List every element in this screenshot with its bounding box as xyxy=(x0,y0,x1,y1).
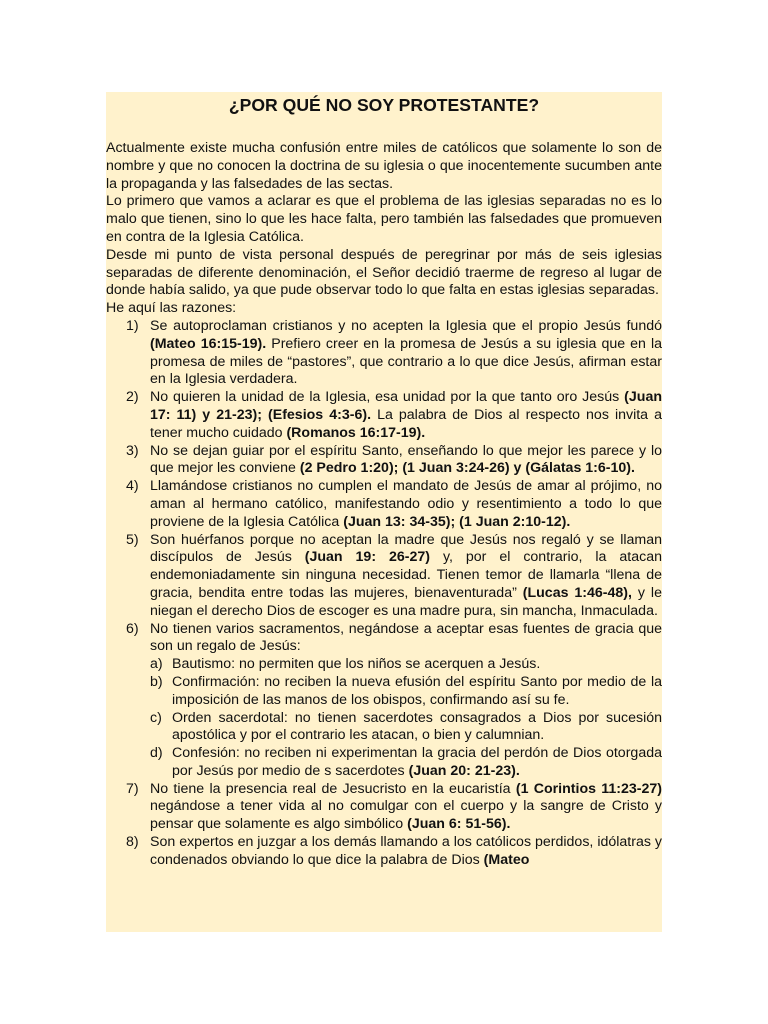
reason-item-8 xyxy=(126,834,662,870)
reason-text: y, por el contrario, la atacan endemoniadamente sin ninguna necesidad. Tienen temor de llamarla “llena de gracia, bendita entre todas las mujeres, bienaventurada” xyxy=(150,549,662,601)
reason-number: 3) xyxy=(126,442,139,459)
document-page xyxy=(106,92,662,932)
reason-text: No tiene la presencia real de Jesucristo en la eucaristía xyxy=(150,780,516,797)
bible-reference: (Romanos 16:17-19). xyxy=(286,424,426,441)
reason-text: No se dejan guiar por el espíritu Santo, enseñando lo que mejor les parece y lo que mejor les conviene xyxy=(150,442,662,477)
reason-text: Prefiero creer en la promesa de Jesús a su iglesia que en la promesa de miles de “pastores”, que contrario a lo que dice Jesús, afirman estar en la Iglesia verdadera. xyxy=(150,335,662,388)
sub-item-letter: d) xyxy=(150,745,163,762)
bible-reference: (2 Pedro 1:20); (1 Juan 3:24-26) y (Gálatas 1:6-10). xyxy=(299,460,635,477)
reason-number: 2) xyxy=(126,389,139,406)
intro-paragraph-3: Desde mi punto de vista personal después de peregrinar por más de seis iglesias separadas de diferente denominación, el Señor decidió traerme de regreso al lugar de donde había salido, ya que pude observar todo lo que falta en estas iglesias separadas. xyxy=(106,246,662,299)
sub-item-text: Bautismo: no permiten que los niños se acerquen a Jesús. xyxy=(172,656,541,673)
sacrament-item-b xyxy=(150,673,662,710)
reasons-intro: He aquí las razones: xyxy=(106,300,237,317)
reason-text: y le niegan el derecho Dios de escoger es una madre pura, sin mancha, Inmaculada. xyxy=(150,584,662,619)
reason-item-1 xyxy=(126,317,662,389)
intro-paragraph-2: Lo primero que vamos a aclarar es que el problema de las iglesias separadas no es lo malo que tienen, sino lo que les hace falta, pero también las falsedades que promueven en contra de la Iglesia Católica. xyxy=(106,193,662,245)
reason-item-2 xyxy=(126,389,662,442)
document-title: ¿POR QUÉ NO SOY PROTESTANTE? xyxy=(228,95,540,115)
bible-reference: (Juan 17: 11) y 21-23); (Efesios 4:3-6). xyxy=(150,389,662,423)
reason-number: 5) xyxy=(126,531,139,548)
title-spacer xyxy=(106,116,662,140)
bible-reference: (1 Corintios 11:23-27) xyxy=(515,780,662,797)
reason-number: 1) xyxy=(126,317,139,334)
reason-text: La palabra de Dios al respecto nos invita a tener mucho cuidado xyxy=(150,406,662,441)
reason-item-5 xyxy=(126,531,662,621)
reason-item-6 xyxy=(126,620,662,781)
reason-text: No quieren la unidad de la Iglesia, esa unidad por la que tanto oro Jesús xyxy=(150,389,625,406)
sub-item-text: Orden sacerdotal: no tienen sacerdotes consagrados a Dios por sucesión apostólica y por el contrario les atacan, o bien y calumnian. xyxy=(172,709,662,744)
sub-item-text: Confirmación: no reciben la nueva efusión del espíritu Santo por medio de la imposición de las manos de los obispos, confirmando así su fe. xyxy=(172,673,662,708)
sub-item-letter: b) xyxy=(150,673,163,690)
reason-text: negándose a tener vida al no comulgar con el cuerpo y la sangre de Cristo y pensar que solamente es algo simbólico xyxy=(150,798,662,833)
sub-item-text: Confesión: no reciben ni experimentan la gracia del perdón de Dios otorgada por Jesús por medio de s sacerdotes xyxy=(172,745,662,779)
reason-number: 7) xyxy=(126,780,139,797)
bible-reference: (Juan 20: 21-23). xyxy=(408,762,520,779)
bible-reference: (Mateo xyxy=(483,851,530,868)
reason-item-4 xyxy=(126,478,662,531)
reason-number: 8) xyxy=(126,834,139,851)
sub-item-letter: c) xyxy=(150,709,162,726)
reason-item-3 xyxy=(126,442,662,479)
reason-text: No tienen varios sacramentos, negándose a aceptar esas fuentes de gracia que son un regalo de Jesús: xyxy=(150,620,662,655)
bible-reference: (Juan 19: 26-27) xyxy=(304,549,431,566)
bible-reference: (Lucas 1:46-48), xyxy=(522,584,632,601)
reason-text: Se autoproclaman cristianos y no acepten la Iglesia que el propio Jesús fundó xyxy=(150,317,662,334)
reason-text: Llamándose cristianos no cumplen el mandato de Jesús de amar al prójimo, no aman al hermano católico, manifestando odio y resentimiento a todo lo que proviene de la Iglesia Católica xyxy=(150,478,662,530)
sacrament-item-d xyxy=(150,745,662,781)
bible-reference: (Juan 13: 34-35); (1 Juan 2:10-12). xyxy=(343,513,571,530)
reason-item-7 xyxy=(126,780,662,834)
bible-reference: (Juan 6: 51-56). xyxy=(407,816,511,833)
intro-paragraph-1: Actualmente existe mucha confusión entre miles de católicos que solamente lo son de nombre y que no conocen la doctrina de su iglesia o que inocentemente sucumben ante la propaganda y las falsedades de las sectas. xyxy=(106,140,662,192)
sacrament-item-c xyxy=(150,709,662,746)
bible-reference: (Mateo 16:15-19). xyxy=(150,335,267,352)
reason-text: Son huérfanos porque no aceptan la madre que Jesús nos regaló y se llaman discípulos de Jesús xyxy=(150,531,662,566)
sacraments-sublist xyxy=(150,656,662,781)
reason-text: Son expertos en juzgar a los demás llamando a los católicos perdidos, idólatras y condenados obviando lo que dice la palabra de Dios xyxy=(150,834,662,868)
reason-number: 6) xyxy=(126,620,139,637)
sacrament-item-a xyxy=(150,656,662,674)
sub-item-letter: a) xyxy=(150,656,163,673)
reason-number: 4) xyxy=(126,478,139,495)
reasons-list xyxy=(106,318,662,870)
